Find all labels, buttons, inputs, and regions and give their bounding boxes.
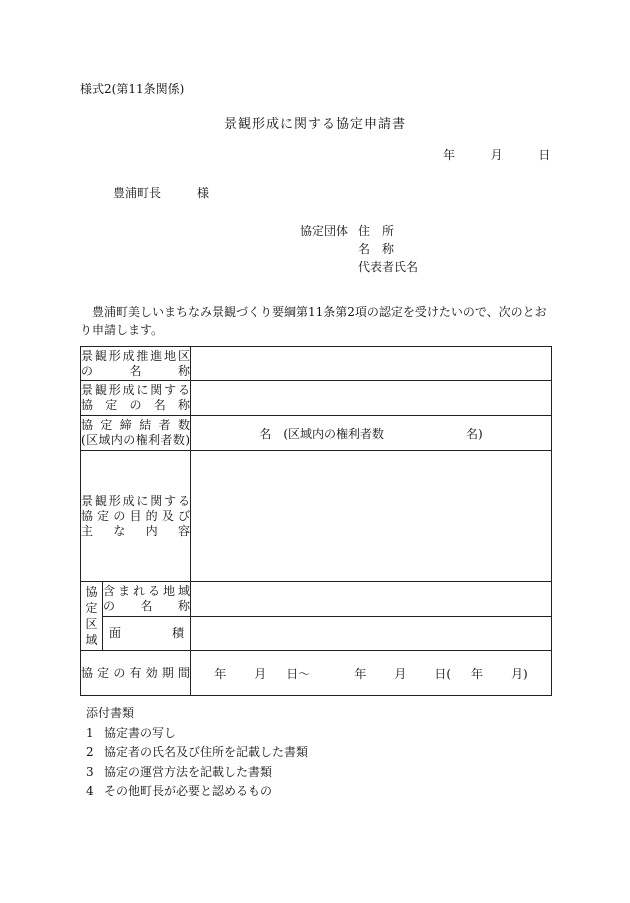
- addressee-suffix: 様: [197, 186, 210, 200]
- date-month: 月: [490, 148, 503, 162]
- validity-label: 協定の有効期間: [81, 651, 191, 696]
- district-name-field[interactable]: [191, 347, 552, 381]
- application-form-table: [80, 346, 552, 696]
- included-area-label: 含まれる地域 の 名 称: [103, 582, 191, 617]
- date-year: 年: [443, 148, 456, 162]
- area-size-label: 面 積: [103, 617, 191, 651]
- applicant-name-label: 名 称: [358, 242, 395, 256]
- applicant-block: [300, 222, 418, 276]
- attachment-item: 3 協定の運営方法を記載した書類: [86, 764, 273, 779]
- document-title: 景観形成に関する協定申請書: [223, 117, 406, 132]
- validity-field[interactable]: 年 月 日〜 年 月 日( 年 月): [191, 651, 552, 696]
- row-area-size: [81, 617, 552, 651]
- row-validity: [81, 651, 552, 696]
- district-name-label: 景観形成推進地区 の 名 称: [81, 347, 191, 381]
- applicant-rep-label: 代表者氏名: [358, 260, 419, 274]
- purpose-label: 景観形成に関する 協定の目的及び 主 な 内 容: [81, 451, 191, 582]
- attachment-item: 1 協定書の写し: [86, 725, 177, 740]
- signer-count-prefix: 名 (区域内の権利者数: [259, 426, 384, 441]
- agreement-area-side-label: 協 定 区 域: [81, 582, 103, 651]
- signer-count-field[interactable]: [191, 416, 552, 451]
- attachment-item: 4 その他町長が必要と認めるもの: [86, 784, 273, 798]
- addressee-name: 豊浦町長: [113, 186, 162, 200]
- applicant-address-label: 住 所: [358, 224, 395, 238]
- row-district-name: [81, 347, 552, 381]
- area-size-field[interactable]: [191, 617, 552, 651]
- row-purpose: [81, 451, 552, 582]
- application-body-text: 豊浦町美しいまちなみ景観づくり要綱第11条第2項の認定を受けたいので、次のとおり申請します。: [80, 305, 547, 337]
- agreement-name-field[interactable]: [191, 381, 552, 416]
- signer-count-label: 協定締結者数 (区域内の権利者数): [81, 416, 191, 451]
- date-line: [443, 146, 550, 163]
- attachments-heading: 添付書類: [86, 706, 135, 720]
- addressee: [113, 184, 209, 201]
- row-agreement-name: [81, 381, 552, 416]
- included-area-field[interactable]: [191, 582, 552, 617]
- signer-count-suffix: 名): [466, 426, 483, 441]
- date-day: 日: [538, 148, 551, 162]
- row-signer-count: [81, 416, 552, 451]
- attachments-section: [86, 704, 308, 802]
- applicant-org-label: 協定団体: [300, 224, 349, 238]
- agreement-name-label: 景観形成に関する 協 定 の 名 称: [81, 381, 191, 416]
- purpose-field[interactable]: [191, 451, 552, 582]
- attachment-item: 2 協定者の氏名及び住所を記載した書類: [86, 745, 309, 759]
- row-included-area: [81, 582, 552, 617]
- form-number-label: 様式2(第11条関係): [80, 82, 185, 96]
